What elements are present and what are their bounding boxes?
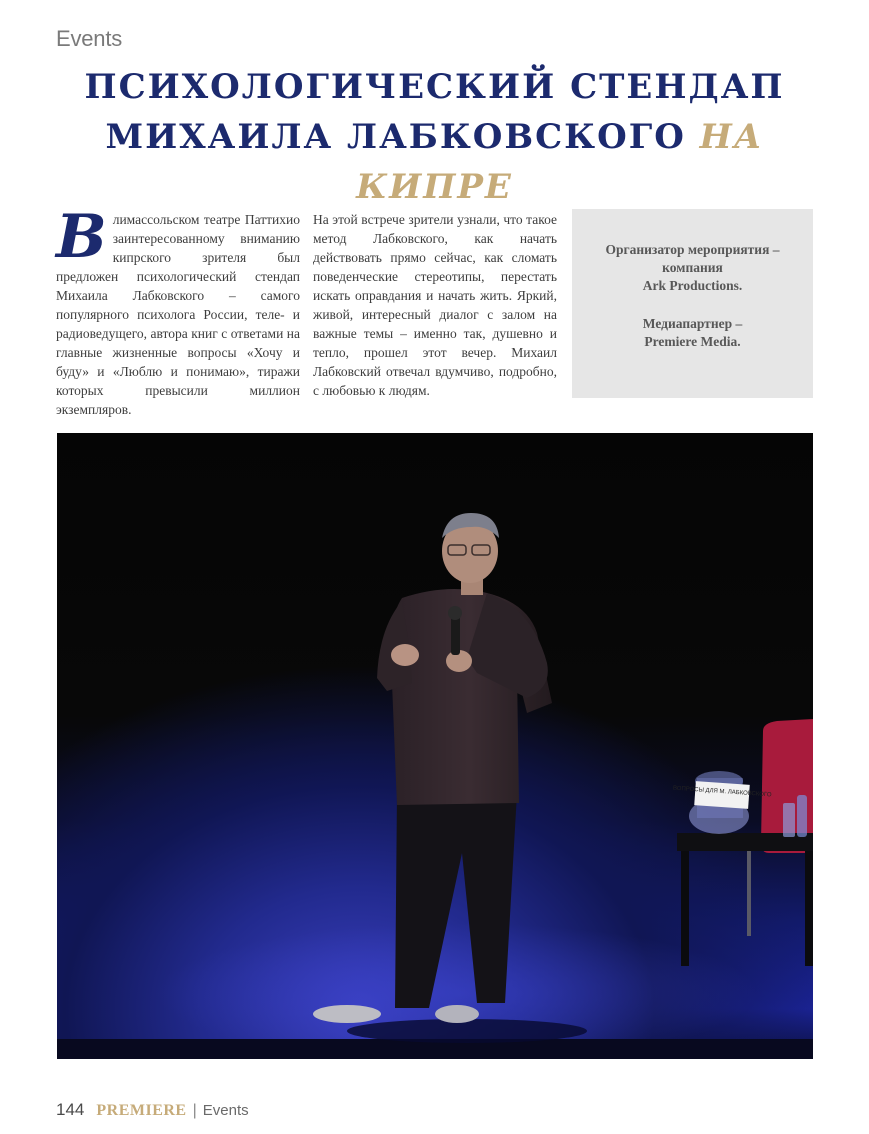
- water-bottle: [797, 795, 807, 837]
- page-number: 144: [56, 1100, 85, 1119]
- event-photo: [57, 433, 813, 1059]
- jar-label-text: ВОПРОСЫ ДЛЯ М. ЛАБКОВСКОГО: [672, 785, 772, 799]
- partner-label: Медиапартнер –: [642, 316, 743, 331]
- drop-cap: В: [56, 202, 107, 272]
- water-glass: [783, 803, 795, 837]
- column-2-text: На этой встрече зрители узнали, что такое метод Лабковского, как начать действовать прямо сейчас, как сломать поведенческие стереотипы, перестать искать оправдания и начать жить. Яркий, живой, интересный диалог с залом на важные темы – именно так, душевно и тепло, прошел этот вечер. Михаил Лабковский отвечал вдумчиво, подробно, с любовью к людям.: [313, 212, 557, 398]
- organizer-name: Ark Productions.: [642, 278, 743, 293]
- stage-props: [673, 719, 813, 966]
- column-1-text: лимассольском театре Паттихио заинтересованному вниманию кипрского зрителя был предложен психологический стендап Михаила Лабковского – самого популярного психолога России, теле- и радиоведущего, автора книг с ответами на главные жизненные вопросы «Хочу и буду» и «Люблю и понимаю», тиражи которых превысили миллион экземпляров.: [56, 212, 300, 417]
- stage-illustration: [57, 433, 813, 1059]
- partner-name: Premiere Media.: [644, 334, 741, 349]
- footer-section: Events: [202, 1102, 249, 1119]
- credits-sidebar: [572, 209, 813, 398]
- article-column-2: [313, 210, 557, 400]
- organizer-label: Организатор мероприятия – компания: [605, 242, 780, 275]
- headline-line-2: МИХАИЛА ЛАБКОВСКОГО: [105, 117, 686, 157]
- speaker-shadow: [347, 1019, 587, 1043]
- section-label: Events: [56, 26, 123, 51]
- magazine-brand: PREMIERE: [96, 1102, 187, 1119]
- headline-line-1: ПСИХОЛОГИЧЕСКИЙ СТЕНДАП: [84, 67, 785, 107]
- headline-accent: НА КИПРЕ: [356, 117, 764, 207]
- article-headline: [40, 62, 829, 212]
- article-column-1: [56, 202, 300, 419]
- page-footer: [56, 1100, 249, 1120]
- footer-separator: |: [192, 1102, 197, 1119]
